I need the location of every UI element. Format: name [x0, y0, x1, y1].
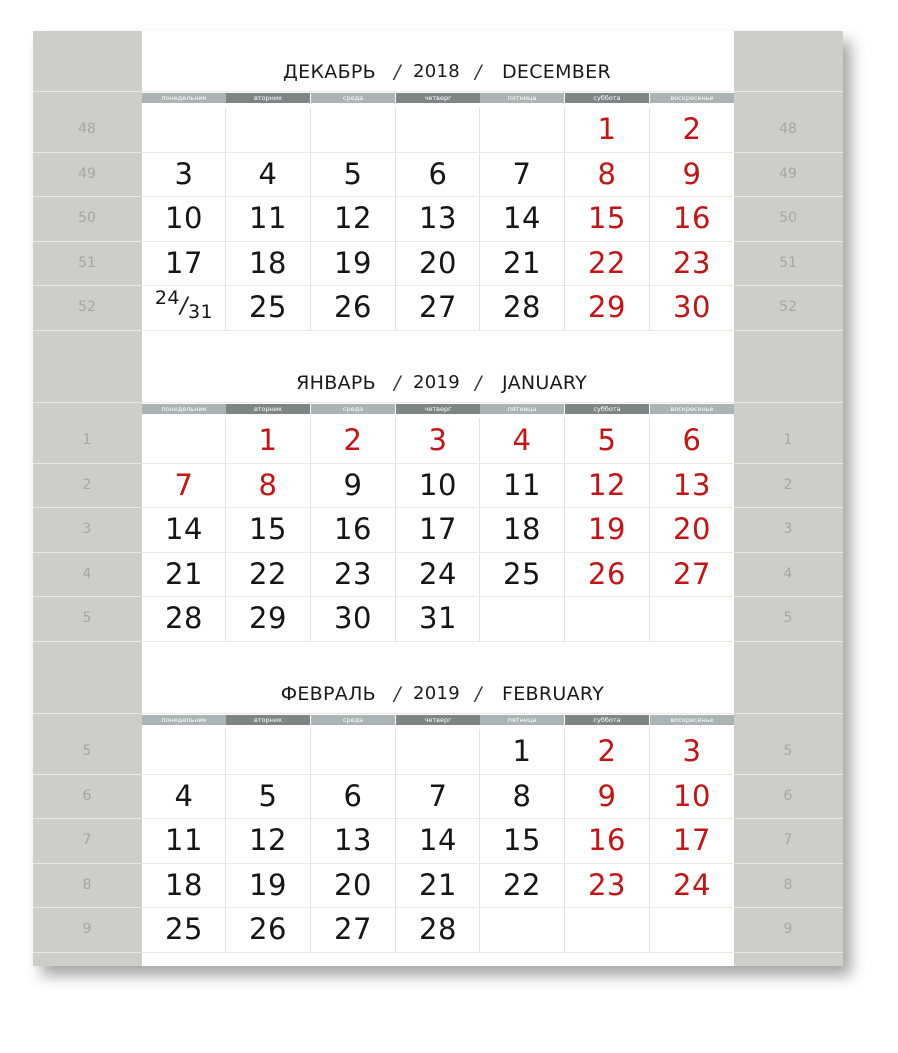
weekday-header: четверг — [396, 715, 480, 725]
week-number-left: 52 — [78, 299, 96, 315]
day-cell: 29 — [588, 290, 626, 324]
day-cell: 18 — [249, 245, 287, 280]
day-cell: 14 — [419, 823, 457, 857]
month-name-en: DECEMBER — [502, 61, 611, 83]
day-cell: 9 — [597, 778, 617, 813]
weekday-header: понедельник — [142, 404, 226, 414]
week-number-left: 49 — [78, 165, 96, 182]
day-cell: 12 — [249, 823, 287, 857]
day-cell: 15 — [588, 201, 626, 235]
day-cell: 6 — [343, 778, 363, 813]
month-name-en: JANUARY — [502, 372, 588, 394]
day-cell: 10 — [673, 778, 711, 813]
day-cell: 26 — [334, 290, 372, 324]
title-separator: / — [475, 372, 482, 394]
row-separator — [33, 330, 843, 331]
day-cell: 15 — [503, 823, 541, 857]
day-cell: 16 — [673, 201, 711, 235]
weekday-header: среда — [311, 93, 395, 103]
day-cell: 20 — [419, 245, 457, 280]
row-separator — [33, 402, 843, 403]
day-cell: 6 — [428, 156, 448, 191]
month-year: 2019 — [413, 683, 461, 704]
weekday-header: понедельник — [142, 93, 226, 103]
day-cell: 17 — [165, 245, 203, 280]
day-cell: 17 — [419, 512, 457, 546]
day-cell: 19 — [249, 867, 287, 902]
day-cell: 28 — [419, 912, 457, 946]
week-number-right: 52 — [779, 299, 797, 315]
day-cell: 4 — [258, 156, 278, 191]
week-number-right: 5 — [783, 610, 793, 626]
week-number-right: 9 — [783, 921, 793, 937]
week-number-right: 50 — [779, 210, 797, 226]
row-separator — [33, 641, 843, 642]
day-cell: 26 — [249, 912, 287, 946]
day-cell: 11 — [165, 823, 203, 857]
week-number-left: 48 — [78, 121, 96, 137]
day-cell: 11 — [249, 201, 287, 235]
day-cell: 12 — [588, 467, 626, 502]
weekday-header: суббота — [565, 93, 649, 103]
day-cell: 30 — [334, 601, 372, 635]
day-cell: 28 — [165, 601, 203, 635]
day-cell: 24/31 — [154, 287, 214, 323]
day-cell: 28 — [503, 290, 541, 324]
week-number-left: 7 — [82, 832, 92, 848]
weekday-header: вторник — [226, 715, 310, 725]
day-cell: 17 — [673, 823, 711, 857]
week-number-right: 5 — [783, 743, 793, 759]
week-number-right: 4 — [783, 565, 793, 582]
week-number-right: 6 — [783, 787, 793, 804]
week-number-right: 2 — [783, 476, 793, 493]
month-name-ru: ДЕКАБРЬ — [283, 61, 376, 83]
month-name-ru: ЯНВАРЬ — [296, 372, 376, 394]
day-cell: 21 — [165, 556, 203, 591]
week-number-left: 51 — [78, 254, 96, 271]
week-number-right: 7 — [783, 832, 793, 848]
day-cell: 3 — [174, 156, 194, 191]
title-separator: / — [475, 683, 482, 705]
day-cell: 3 — [682, 734, 702, 768]
day-cell: 10 — [419, 467, 457, 502]
day-cell: 29 — [249, 601, 287, 635]
week-number-left: 8 — [82, 876, 92, 893]
title-separator: / — [394, 61, 401, 83]
month-name-ru: ФЕВРАЛЬ — [280, 683, 376, 705]
day-cell: 23 — [588, 867, 626, 902]
day-cell: 7 — [512, 156, 532, 191]
week-number-left: 5 — [82, 610, 92, 626]
day-cell: 23 — [334, 556, 372, 591]
month-year: 2018 — [413, 61, 461, 82]
day-cell: 24 — [673, 867, 711, 902]
day-cell: 22 — [249, 556, 287, 591]
week-number-left: 9 — [82, 921, 92, 937]
weekday-header: суббота — [565, 715, 649, 725]
day-cell: 1 — [258, 423, 278, 457]
day-cell: 1 — [512, 734, 532, 768]
week-number-right: 51 — [779, 254, 797, 271]
day-cell: 24 — [419, 556, 457, 591]
week-number-right: 49 — [779, 165, 797, 182]
week-number-left: 1 — [82, 432, 92, 448]
day-cell: 18 — [165, 867, 203, 902]
day-cell: 9 — [343, 467, 363, 502]
weekday-header: суббота — [565, 404, 649, 414]
week-number-right: 8 — [783, 876, 793, 893]
month-title — [142, 62, 734, 82]
day-cell: 13 — [673, 467, 711, 502]
day-cell: 16 — [334, 512, 372, 546]
day-cell: 22 — [503, 867, 541, 902]
weekday-header: пятница — [480, 93, 564, 103]
day-cell: 20 — [673, 512, 711, 546]
day-cell: 31 — [419, 601, 457, 635]
week-number-right: 48 — [779, 121, 797, 137]
day-cell: 22 — [588, 245, 626, 280]
row-separator — [33, 91, 843, 92]
day-cell: 27 — [334, 912, 372, 946]
day-cell: 19 — [334, 245, 372, 280]
day-cell: 10 — [165, 201, 203, 235]
day-cell: 14 — [503, 201, 541, 235]
weekday-header: пятница — [480, 715, 564, 725]
day-cell: 21 — [419, 867, 457, 902]
day-cell: 8 — [258, 467, 278, 502]
day-cell: 8 — [512, 778, 532, 813]
day-cell: 12 — [334, 201, 372, 235]
weekday-header: воскресенье — [650, 715, 734, 725]
day-cell: 7 — [428, 778, 448, 813]
row-separator — [33, 952, 843, 953]
day-cell: 5 — [343, 156, 363, 191]
day-cell: 25 — [165, 912, 203, 946]
month-name-en: FEBRUARY — [502, 683, 605, 705]
week-number-left: 5 — [82, 743, 92, 759]
month-title — [142, 373, 734, 393]
day-cell: 13 — [334, 823, 372, 857]
day-cell: 30 — [673, 290, 711, 324]
weekday-header: четверг — [396, 93, 480, 103]
day-cell: 5 — [258, 778, 278, 813]
day-cell: 2 — [682, 112, 702, 146]
month-year: 2019 — [413, 372, 461, 393]
weekday-header: понедельник — [142, 715, 226, 725]
day-cell: 14 — [165, 512, 203, 546]
week-number-left: 50 — [78, 210, 96, 226]
day-cell: 27 — [419, 290, 457, 324]
day-cell: 23 — [673, 245, 711, 280]
row-separator — [33, 713, 843, 714]
weekday-header: среда — [311, 715, 395, 725]
day-cell: 19 — [588, 512, 626, 546]
weekday-header: четверг — [396, 404, 480, 414]
day-cell: 2 — [343, 423, 363, 457]
weekday-header: вторник — [226, 404, 310, 414]
day-cell: 2 — [597, 734, 617, 768]
week-number-right: 1 — [783, 432, 793, 448]
title-separator: / — [475, 61, 482, 83]
title-separator: / — [394, 372, 401, 394]
day-cell: 26 — [588, 556, 626, 591]
day-cell: 5 — [597, 423, 617, 457]
day-cell: 7 — [174, 467, 194, 502]
day-cell: 27 — [673, 556, 711, 591]
week-number-left: 6 — [82, 787, 92, 804]
week-number-left: 3 — [82, 521, 92, 537]
day-cell: 4 — [512, 423, 532, 457]
weekday-header: вторник — [226, 93, 310, 103]
day-cell: 15 — [249, 512, 287, 546]
day-cell: 8 — [597, 156, 617, 191]
weekday-header: воскресенье — [650, 93, 734, 103]
day-cell: 3 — [428, 423, 448, 457]
day-cell: 11 — [503, 467, 541, 502]
day-cell: 21 — [503, 245, 541, 280]
day-cell: 13 — [419, 201, 457, 235]
week-number-left: 4 — [82, 565, 92, 582]
week-number-left: 2 — [82, 476, 92, 493]
day-cell: 25 — [249, 290, 287, 324]
weekday-header: пятница — [480, 404, 564, 414]
day-cell: 9 — [682, 156, 702, 191]
day-cell: 1 — [597, 112, 617, 146]
day-cell: 6 — [682, 423, 702, 457]
day-cell: 20 — [334, 867, 372, 902]
weekday-header: среда — [311, 404, 395, 414]
weekday-header: воскресенье — [650, 404, 734, 414]
day-cell: 4 — [174, 778, 194, 813]
week-number-right: 3 — [783, 521, 793, 537]
day-cell: 18 — [503, 512, 541, 546]
day-cell: 16 — [588, 823, 626, 857]
title-separator: / — [394, 683, 401, 705]
day-cell: 25 — [503, 556, 541, 591]
month-title — [142, 684, 734, 704]
